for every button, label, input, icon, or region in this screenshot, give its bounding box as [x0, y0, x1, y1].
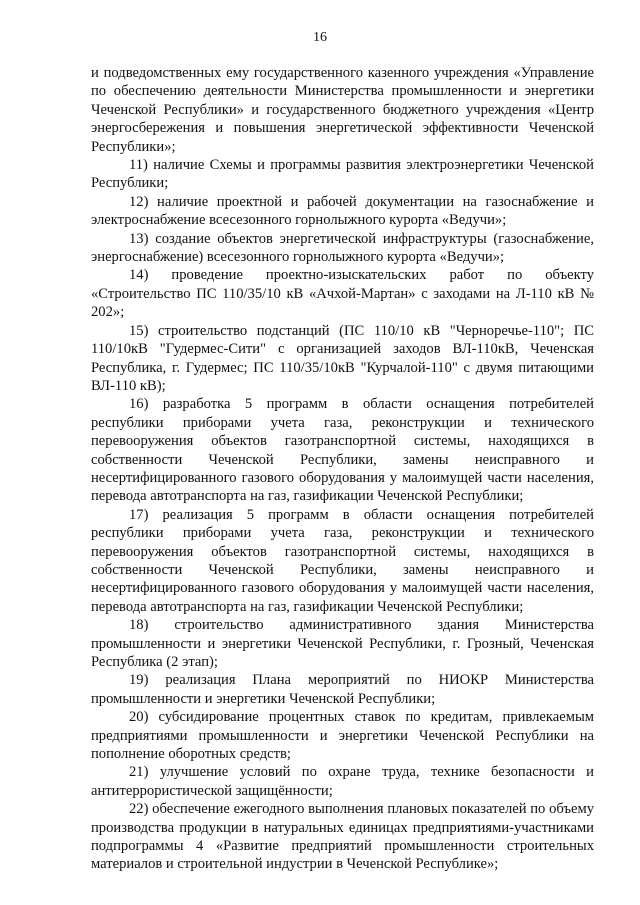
- paragraph-continuation: и подведомственных ему государственного казенного учреждения «Управление по обеспечению деятельности Министерства промышленности и энергетики Чеченской Республики» и государственного бюджетного учреждения «Центр энергосбережения и повышения энергетической эффективности Чеченской Республики»;: [91, 65, 594, 155]
- list-item-18: 18) строительство административного здания Министерства промышленности и энергетики Чеченской Республики, г. Грозный, Чеченская Республика (2 этап);: [91, 617, 594, 670]
- list-item-20: 20) субсидирование процентных ставок по кредитам, привлекаемым предприятиями промышленности и энергетики Чеченской Республики на пополнение оборотных средств;: [91, 709, 594, 763]
- list-item-12: 12) наличие проектной и рабочей документации на газоснабжение и электроснабжение всесезонного горнолыжного курорта «Ведучи»;: [91, 193, 594, 229]
- list-item-19: 19) реализация Плана мероприятий по НИОКР Министерства промышленности и энергетики Чеченской Республики;: [91, 672, 594, 707]
- list-item-22: 22) обеспечение ежегодного выполнения плановых показателей по объему производства продукции в натуральных единицах предприятиями-участниками подпрограммы 4 «Развитие предприятий промышленности строительных материалов и строительной индустрии в Чеченской Республике»;: [91, 801, 594, 873]
- list-item-15: 15) строительство подстанций (ПС 110/10 кВ "Черноречье-110"; ПС 110/10кВ "Гудермес-Сити" с организацией заходов ВЛ-110кВ, Чеченская Республика, г. Гудермес; ПС 110/35/10кВ "Курчалой-110" с двумя питающими ВЛ-110 кВ);: [91, 322, 594, 394]
- list-item-11: 11) наличие Схемы и программы развития электроэнергетики Чеченской Республики;: [91, 157, 594, 192]
- list-item-16: 16) разработка 5 программ в области оснащения потребителей республики приборами учета газа, реконструкции и технического перевооружения объектов газотранспортной системы, находящихся в собственности Чеченской Республики, замены неисправного и несертифицированного газового оборудования у малоимущей части населения, перевода автотранспорта на газ, газификации Чеченской Республики;: [91, 396, 594, 505]
- page-number: 16: [313, 30, 327, 45]
- list-item-14: 14) проведение проектно-изыскательских работ по объекту «Строительство ПС 110/35/10 кВ «Ачхой-Мартан» с заходами на Л-110 кВ № 202»;: [91, 267, 594, 321]
- document-body: [91, 64, 594, 874]
- list-item-21: 21) улучшение условий по охране труда, технике безопасности и антитеррористической защищённости;: [91, 764, 594, 799]
- list-item-13: 13) создание объектов энергетической инфраструктуры (газоснабжение, энергоснабжение) всесезонного горнолыжного курорта «Ведучи»;: [91, 230, 594, 266]
- list-item-17: 17) реализация 5 программ в области оснащения потребителей республики приборами учета газа, реконструкции и технического перевооружения объектов газотранспортной системы, находящихся в собственности Чеченской Республики, замены неисправного и несертифицированного газового оборудования у малоимущей части населения, перевода автотранспорта на газ, газификации Чеченской Республики;: [91, 506, 594, 615]
